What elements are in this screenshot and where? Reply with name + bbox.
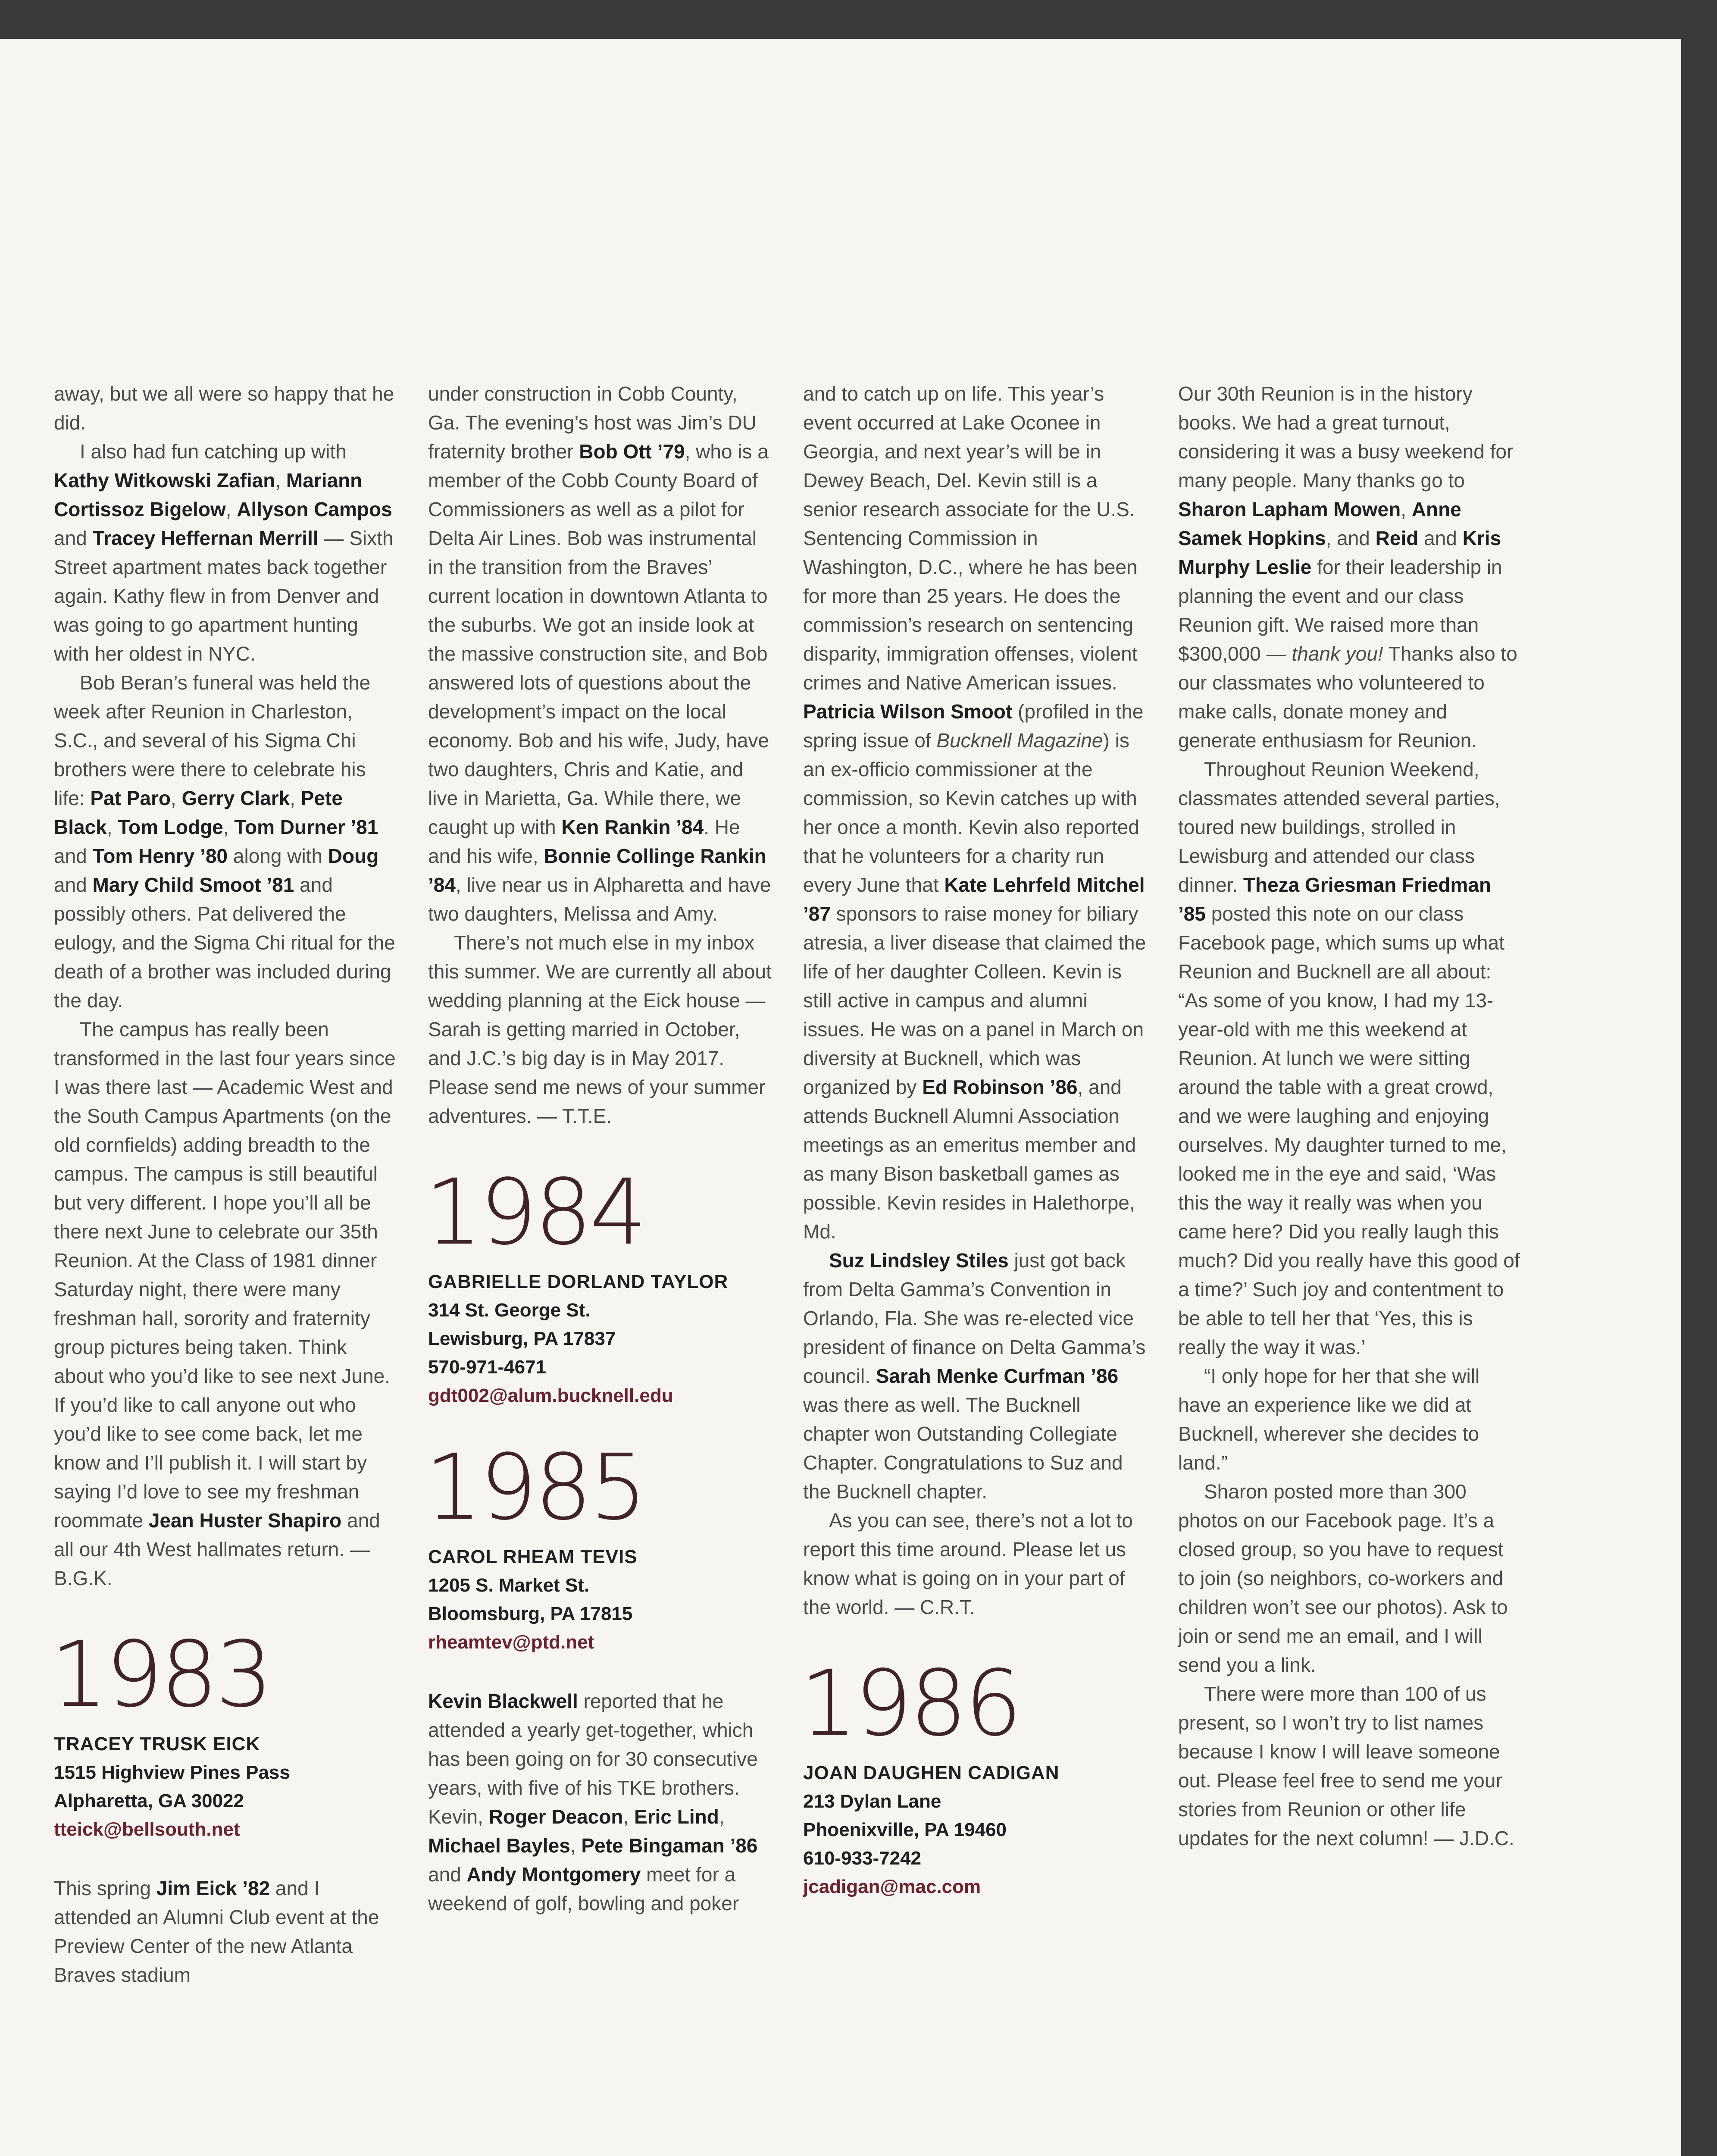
correspondent-city: Lewisburg, PA 17837 — [428, 1328, 616, 1349]
column-2 — [425, 379, 773, 1918]
name-highlight: Jim Eick ’82 — [156, 1877, 270, 1899]
correspondent-phone: 570-971-4671 — [428, 1357, 547, 1378]
correspondent-email-link[interactable]: jcadigan@mac.com — [803, 1876, 981, 1897]
correspondent-city: Bloomsburg, PA 17815 — [428, 1603, 633, 1624]
name-highlight: Michael Bayles — [428, 1834, 570, 1857]
paragraph: The campus has really been transformed in the last four years since I was there last — Academic West and the South Campus Apartments (on the old cornfields) adding breadth to the campus. The campus is still beautiful but very different. I hope you’ll all be there next June to celebrate our 35th Reunion. At the Class of 1981 dinner Saturday night, there were many freshman hall, sorority and fraternity group pictures being taken. Think about who you’d like to see next June. If you’d like to call anyone out who you’d like to see come back, let me know and I’ll publish it. I will start by saying I’d love to see my freshman roommate Jean Huster Shapiro and all our 4th West hallmates return. — B.G.K. — [54, 1018, 396, 1589]
name-highlight: Doug — [328, 845, 379, 867]
correspondent-email-link[interactable]: gdt002@alum.bucknell.edu — [428, 1385, 673, 1406]
class-year-heading: 1983 — [50, 1622, 271, 1727]
italic-text: Bucknell Magazine — [936, 729, 1103, 752]
class-year-heading: 1984 — [425, 1159, 645, 1265]
name-highlight: Bob Ott ’79 — [579, 440, 685, 463]
name-highlight: Jean Huster Shapiro — [148, 1509, 342, 1532]
class-correspondent — [428, 1268, 773, 1410]
class-correspondent — [428, 1543, 773, 1657]
correspondent-name: CAROL RHEAM TEVIS — [428, 1546, 638, 1567]
name-highlight: Suz Lindsley Stiles — [829, 1249, 1009, 1272]
correspondent-address: 1515 Highview Pines Pass — [54, 1762, 290, 1783]
name-highlight: Pete Black — [54, 787, 343, 838]
name-highlight: Kathy Witkowski Zafian — [54, 469, 275, 492]
name-highlight: Kate Lehrfeld Mitchel ’87 — [803, 874, 1145, 925]
name-highlight: Tom Lodge — [118, 816, 223, 838]
paragraph: Kevin Blackwell reported that he attended a yearly get-together, which has been going on for 30 consecutive years, with five of his TKE brothers. Kevin, Roger Deacon, Eric Lind, Michael Bayles, Pete Bingaman ’86 and Andy Montgomery meet for a weekend of golf, bowling and poker — [428, 1690, 758, 1915]
name-highlight: Eric Lind — [634, 1805, 719, 1828]
correspondent-city: Phoenixville, PA 19460 — [803, 1819, 1007, 1840]
paragraph: There’s not much else in my inbox this summer. We are currently all about wedding planning at the Eick house — Sarah is getting married in October, and J.C.’s big day is in May 2017. Please send me news of your summer adventures. — T.T.E. — [428, 931, 772, 1127]
paragraph: Bob Beran’s funeral was held the week after Reunion in Charleston, S.C., and several of his Sigma Chi brothers were there to celebrate his life: Pat Paro, Gerry Clark, Pete Black, Tom Lodge, Tom Durner ’81 and Tom Henry ’80 along with Doug and Mary Child Smoot ’81 and possibly others. Pat delivered the eulogy, and the Sigma Chi ritual for the death of a brother was included during the day. — [54, 671, 395, 1012]
name-highlight: Reid — [1375, 527, 1419, 549]
name-highlight: Bonnie Collinge Rankin ’84 — [428, 845, 766, 896]
paragraph: I also had fun catching up with Kathy Witkowski Zafian, Mariann Cortissoz Bigelow, Allyson Campos and Tracey Heffernan Merrill — Sixth Street apartment mates back together again. Kathy flew in from Denver and was going to go apartment hunting with her oldest in NYC. — [54, 440, 394, 665]
name-highlight: Anne Samek Hopkins — [1178, 498, 1461, 549]
column-3 — [800, 379, 1148, 1931]
paragraph: under construction in Cobb County, Ga. The evening’s host was Jim’s DU fraternity brother Bob Ott ’79, who is a member of the Cobb County Board of Commissioners as well as a pilot for Delta Air Lines. Bob was instrumental in the transition from the Braves’ current location in downtown Atlanta to the suburbs. We got an inside look at the massive construction site, and Bob answered lots of questions about the development’s impact on the local economy. Bob and his wife, Judy, have two daughters, Chris and Katie, and live in Marietta, Ga. While there, we caught up with Ken Rankin ’84. He and his wife, Bonnie Collinge Rankin ’84, live near us in Alpharetta and have two daughters, Melissa and Amy. — [428, 382, 771, 925]
name-highlight: Ed Robinson ’86 — [922, 1076, 1078, 1098]
name-highlight: Tom Durner ’81 — [234, 816, 378, 838]
correspondent-name: GABRIELLE DORLAND TAYLOR — [428, 1271, 729, 1292]
name-highlight: Mary Child Smoot ’81 — [92, 874, 294, 896]
name-highlight: Theza Griesman Friedman ’85 — [1178, 874, 1492, 925]
paragraph: “I only hope for her that she will have an experience like we did at Bucknell, wherever she decides to land.” — [1178, 1365, 1480, 1474]
column-1 — [50, 379, 399, 1990]
class-year-heading: 1986 — [800, 1651, 1020, 1756]
paragraph: Suz Lindsley Stiles just got back from Delta Gamma’s Convention in Orlando, Fla. She was re-elected vice president of finance on Delta Gamma’s council. Sarah Menke Curfman ’86 was there as well. The Bucknell chapter won Outstanding Collegiate Chapter. Congratulations to Suz and the Bucknell chapter. — [803, 1249, 1146, 1503]
paragraph: Sharon posted more than 300 photos on our Facebook page. It’s a closed group, so you have to request to join (so neighbors, co-workers and children won’t see our photos). Ask to join or send me an email, and I will send you a link. — [1178, 1480, 1508, 1676]
name-highlight: Sharon Lapham Mowen — [1178, 498, 1401, 520]
name-highlight: Kris Murphy Leslie — [1178, 527, 1501, 578]
name-highlight: Allyson Campos — [237, 498, 392, 520]
class-correspondent — [54, 1730, 399, 1844]
correspondent-address: 1205 S. Market St. — [428, 1575, 590, 1596]
name-highlight: Kevin Blackwell — [428, 1690, 578, 1712]
column-4 — [1178, 379, 1523, 1853]
paragraph: away, but we all were so happy that he did. — [54, 382, 394, 434]
correspondent-name: JOAN DAUGHEN CADIGAN — [803, 1762, 1060, 1783]
class-correspondent — [803, 1759, 1148, 1901]
paragraph: Throughout Reunion Weekend, classmates attended several parties, toured new buildings, strolled in Lewisburg and attended our class dinner. Theza Griesman Friedman ’85 posted this note on our class Facebook page, which sums up what Reunion and Bucknell are all about: “As some of you know, I had my 13-year-old with me this weekend at Reunion. At lunch we were sitting around the table with a great crowd, and we were laughing and enjoying ourselves. My daughter turned to me, looked me in the eye and said, ‘Was this the way it really was when you came here? Did you really laugh this much? Did you really have this good of a time?’ Such joy and contentment to be able to tell her that ‘Yes, this is really the way it was.’ — [1178, 758, 1520, 1358]
italic-text: thank you! — [1292, 642, 1383, 665]
paragraph: This spring Jim Eick ’82 and I attended an Alumni Club event at the Preview Center of the new Atlanta Braves stadium — [54, 1877, 379, 1986]
name-highlight: Mariann Cortissoz Bigelow — [54, 469, 363, 520]
name-highlight: Roger Deacon — [488, 1805, 623, 1828]
paragraph: Our 30th Reunion is in the history books. We had a great turnout, considering it was a busy weekend for many people. Many thanks go to Sharon Lapham Mowen, Anne Samek Hopkins, and Reid and Kris Murphy Leslie for their leadership in planning the event and our class Reunion gift. We raised more than $300,000 — thank you! Thanks also to our classmates who volunteered to make calls, donate money and generate enthusiasm for Reunion. — [1178, 382, 1517, 752]
name-highlight: Gerry Clark — [181, 787, 290, 809]
class-year-heading: 1985 — [425, 1435, 645, 1540]
paragraph: There were more than 100 of us present, so I won’t try to list names because I know I will leave someone out. Please feel free to send me your stories from Reunion or other life updates for the next column! — J.D.C. — [1178, 1683, 1514, 1849]
correspondent-name: TRACEY TRUSK EICK — [54, 1733, 260, 1755]
name-highlight: Pete Bingaman ’86 — [581, 1834, 758, 1857]
correspondent-email-link[interactable]: tteick@bellsouth.net — [54, 1819, 240, 1840]
correspondent-address: 213 Dylan Lane — [803, 1791, 941, 1812]
name-highlight: Sarah Menke Curfman ’86 — [876, 1365, 1119, 1387]
name-highlight: Pat Paro — [90, 787, 171, 809]
name-highlight: Patricia Wilson Smoot — [803, 700, 1013, 723]
paragraph: and to catch up on life. This year’s event occurred at Lake Oconee in Georgia, and next year’s will be in Dewey Beach, Del. Kevin still is a senior research associate for the U.S. Sentencing Commission in Washington, D.C., where he has been for more than 25 years. He does the commission’s research on sentencing disparity, immigration offenses, violent crimes and Native American issues. Patricia Wilson Smoot (profiled in the spring issue of Bucknell Magazine) is an ex-officio commissioner at the commission, so Kevin catches up with her once a month. Kevin also reported that he volunteers for a charity run every June that Kate Lehrfeld Mitchel ’87 sponsors to raise money for biliary atresia, a liver disease that claimed the life of her daughter Colleen. Kevin is still active in campus and alumni issues. He was on a panel in March on diversity at Bucknell, which was organized by Ed Robinson ’86, and attends Bucknell Alumni Association meetings as an emeritus member and as many Bison basketball games as possible. Kevin resides in Halethorpe, Md. — [803, 382, 1146, 1243]
paragraph: As you can see, there’s not a lot to report this time around. Please let us know what is going on in your part of the world. — C.R.T. — [803, 1509, 1133, 1618]
magazine-page — [0, 39, 1681, 2156]
name-highlight: Tom Henry ’80 — [92, 845, 228, 867]
name-highlight: Ken Rankin ’84 — [561, 816, 704, 838]
correspondent-address: 314 St. George St. — [428, 1300, 591, 1321]
correspondent-city: Alpharetta, GA 30022 — [54, 1790, 244, 1811]
correspondent-email-link[interactable]: rheamtev@ptd.net — [428, 1632, 594, 1653]
correspondent-phone: 610-933-7242 — [803, 1848, 922, 1869]
name-highlight: Andy Montgomery — [466, 1863, 641, 1886]
name-highlight: Tracey Heffernan Merrill — [92, 527, 319, 549]
